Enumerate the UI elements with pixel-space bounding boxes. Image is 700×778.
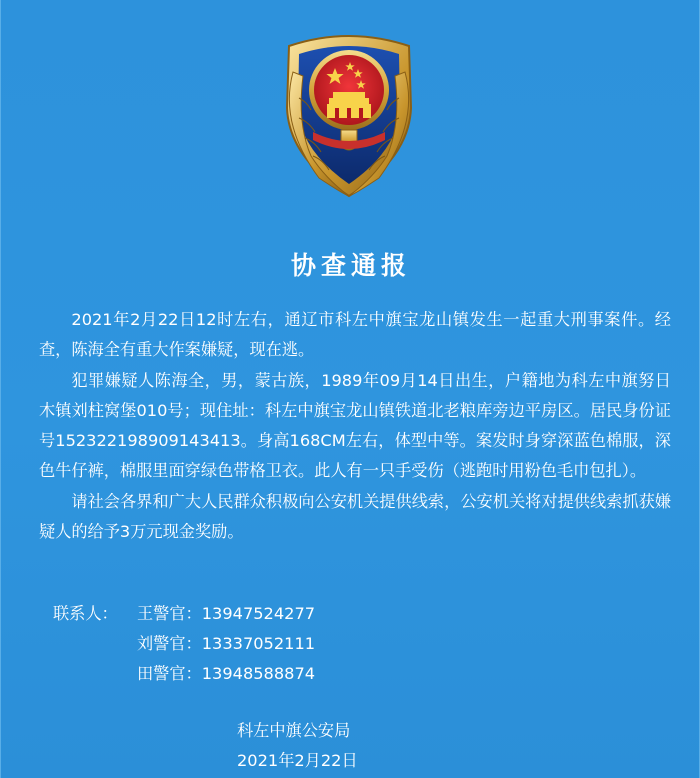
paragraph-suspect-details: 犯罪嫌疑人陈海全，男，蒙古族，1989年09月14日出生，户籍地为科左中旗努日木镇刘柱窝堡010号；现住址：科左中旗宝龙山镇铁道北老粮库旁边平房区。居民身份证号152322198909143413。身高168CM左右，体型中等。案发时身穿深蓝色棉服，深色牛仔裤，棉服里面穿绿色带格卫衣。此人有一只手受伤（逃跑时用粉色毛巾包扎）。 [39,370,671,481]
contact-wang: 王警官：13947524277 [137,604,316,623]
notice-body [39,305,671,547]
police-emblem-icon [259,28,439,206]
contact-liu: 刘警官：13337052111 [137,634,316,653]
issuer-footer [237,716,358,776]
paragraph-case-summary: 2021年2月22日12时左右，通辽市科左中旗宝龙山镇发生一起重大刑事案件。经查，陈海全有重大作案嫌疑，现在逃。 [39,310,671,360]
issue-date: 2021年2月22日 [237,751,358,770]
notice-title: 协查通报 [290,251,411,280]
contact-tian: 田警官：13948588874 [137,664,316,683]
issuer-organization: 科左中旗公安局 [237,721,351,740]
paragraph-reward: 请社会各界和广大人民群众积极向公安机关提供线索，公安机关将对提供线索抓获嫌疑人的给予3万元现金奖励。 [39,491,671,542]
contacts-label: 联系人： [53,604,118,623]
